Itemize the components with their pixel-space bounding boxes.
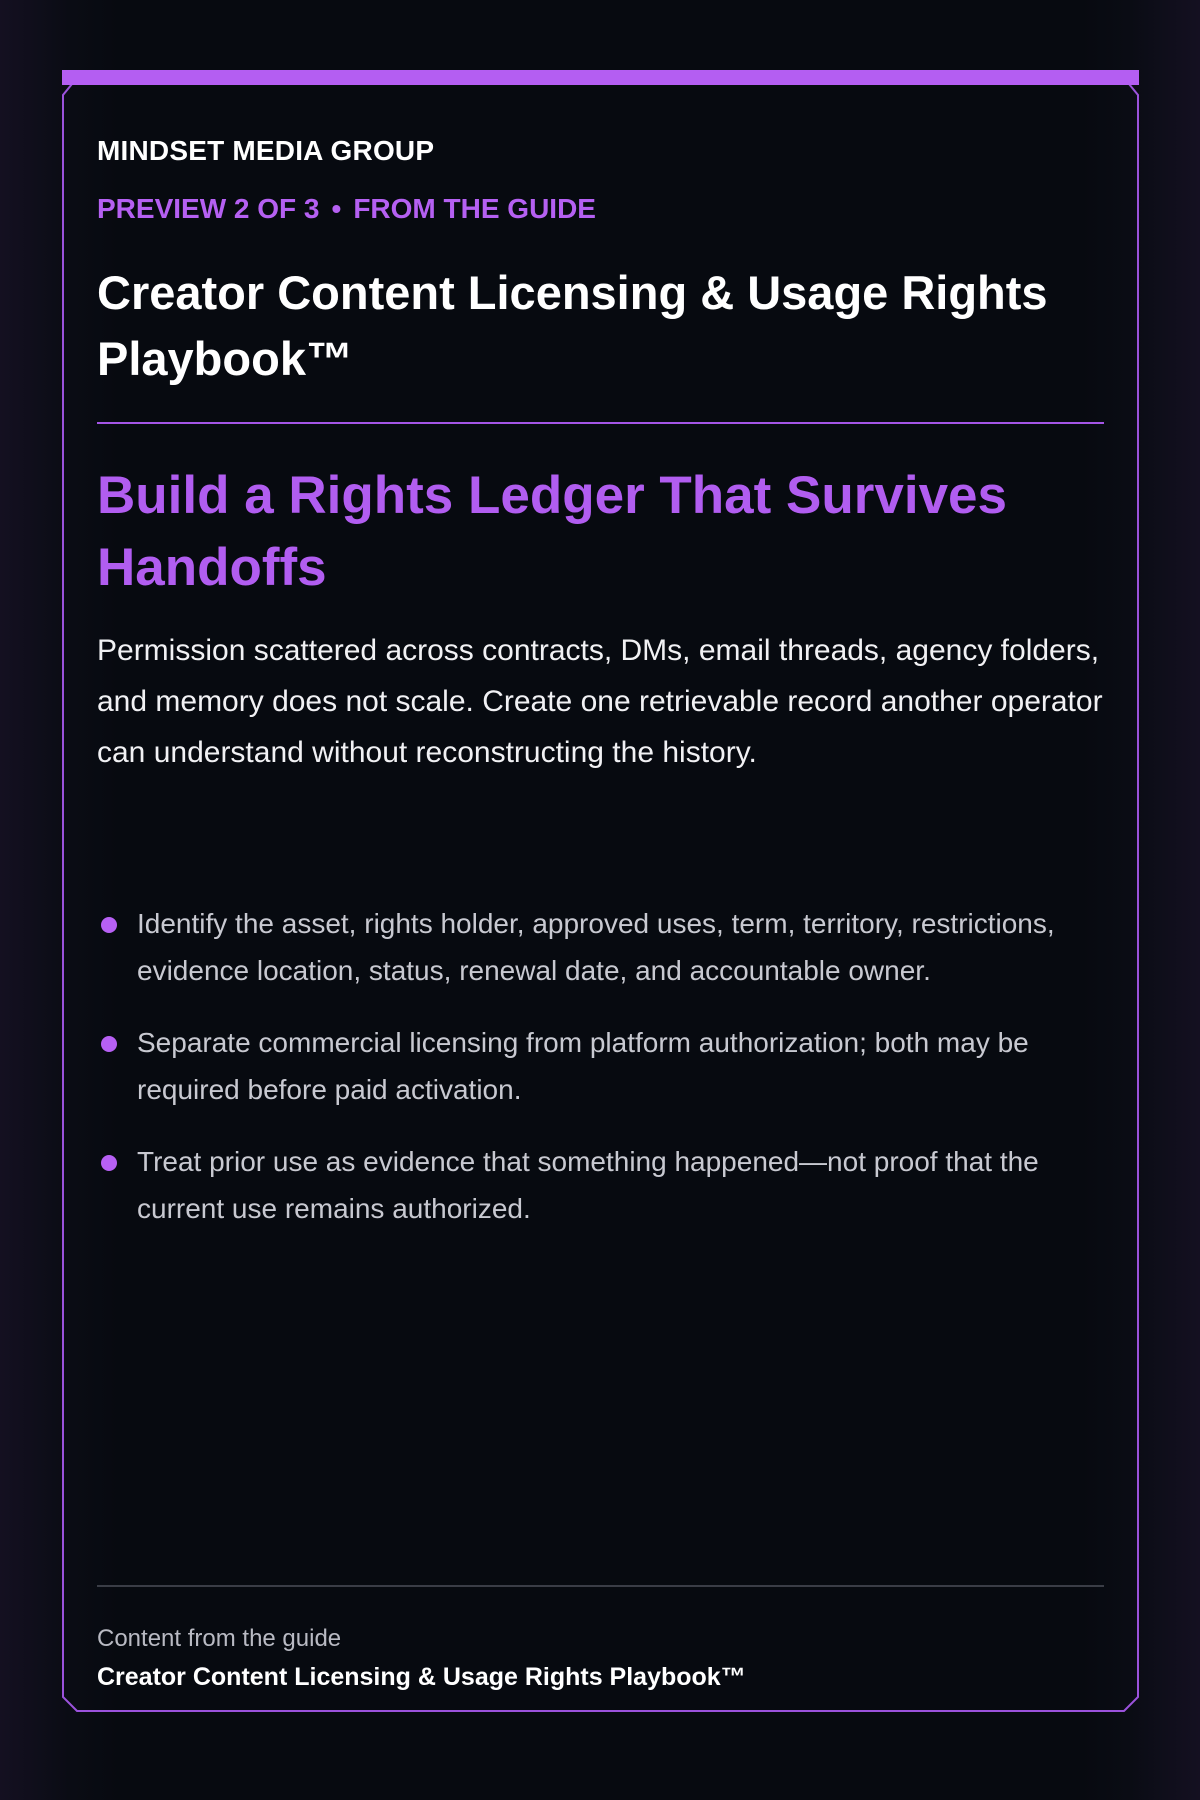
footer-caption: Content from the guide (97, 1625, 342, 1652)
section-heading: Build a Rights Ledger That Survives Handoffs (97, 466, 1008, 597)
lead-paragraph: Permission scattered across contracts, DMs, email threads, agency folders, and memory does not scale. Create one retrievable record another operator can understand without reconstructing the history. (97, 634, 1103, 769)
bullet-dot-icon (101, 1155, 117, 1171)
bullet-list (97, 900, 1104, 1257)
list-item-text: Treat prior use as evidence that something happened—not proof that the current use remains authorized. (137, 1146, 1039, 1224)
separator-dot: • (331, 193, 342, 224)
list-item (97, 900, 1104, 994)
brand-name: MINDSET MEDIA GROUP (97, 135, 435, 166)
footer-guide-title: Creator Content Licensing & Usage Rights Playbook™ (97, 1663, 746, 1691)
accent-bar (62, 70, 1139, 85)
footer-divider (97, 1585, 1104, 1587)
guide-title: Creator Content Licensing & Usage Rights Playbook™ (97, 266, 1048, 385)
bullet-dot-icon (101, 917, 117, 933)
preview-card (62, 70, 1139, 1712)
preview-eyebrow (97, 193, 596, 225)
source-label: FROM THE GUIDE (353, 193, 596, 224)
list-item-text: Identify the asset, rights holder, approved uses, term, territory, restrictions, evidence location, status, renewal date, and accountable owner. (137, 908, 1055, 986)
bullet-dot-icon (101, 1036, 117, 1052)
list-item (97, 1138, 1104, 1232)
list-item-text: Separate commercial licensing from platform authorization; both may be required before paid activation. (137, 1027, 1029, 1105)
preview-counter: PREVIEW 2 OF 3 (97, 193, 320, 224)
list-item (97, 1019, 1104, 1113)
title-divider (97, 422, 1104, 424)
